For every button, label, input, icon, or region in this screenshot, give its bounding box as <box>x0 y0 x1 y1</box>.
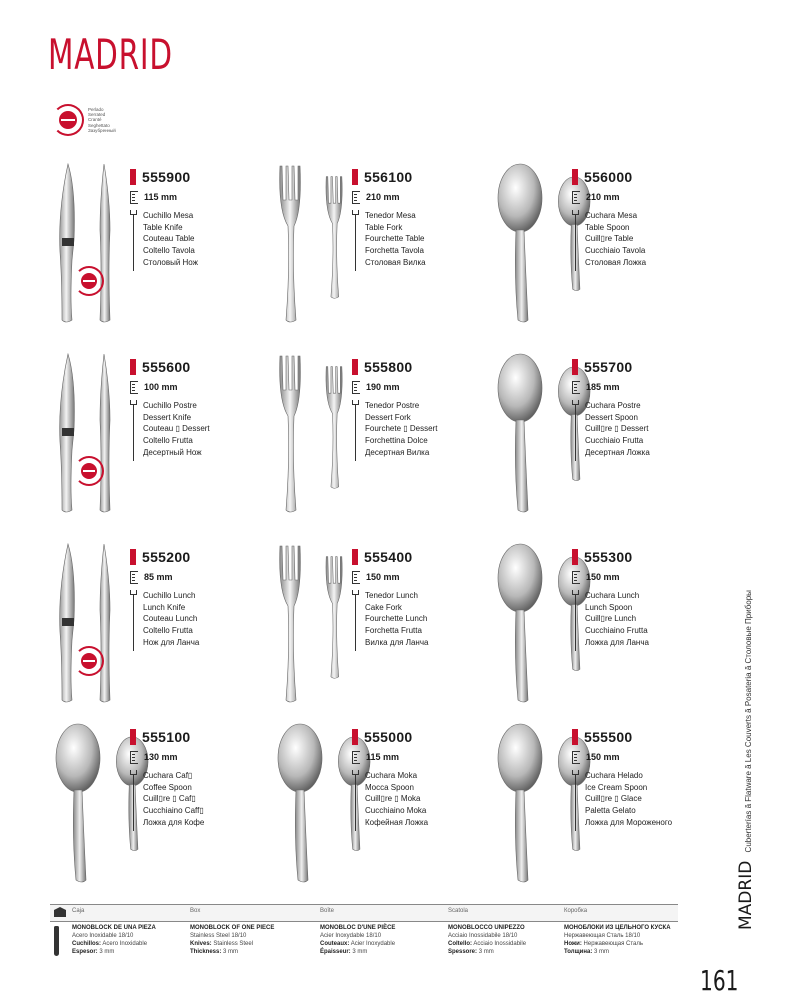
ruler-icon <box>130 751 138 764</box>
fork-icon <box>352 210 359 272</box>
product-name: Forchetta Frutta <box>365 626 422 636</box>
red-marker <box>572 549 578 565</box>
product-size: 190 mm <box>366 382 400 392</box>
product-size: 85 mm <box>144 572 173 582</box>
product-name: Столовая Ложка <box>585 257 647 267</box>
product-size: 100 mm <box>144 382 178 392</box>
product-names <box>365 590 428 652</box>
product-code: 555700 <box>584 359 633 375</box>
product-name: Cuchara Postre <box>585 401 641 410</box>
spec-value: 3 mm <box>594 949 609 955</box>
spoon-large <box>56 724 100 882</box>
product-name: Столовая Вилка <box>365 257 426 267</box>
spec-label: Толщина: <box>564 949 593 955</box>
product-name: Ice Cream Spoon <box>585 782 648 792</box>
footer-languages-bar <box>50 904 678 922</box>
product-name: Cuill▯re ▯ Glace <box>585 794 642 804</box>
product-card-555800 <box>272 350 502 520</box>
spec-heading: MONOBLOCK DE UNA PIEZA <box>72 925 156 931</box>
product-names <box>585 210 646 272</box>
fork-small <box>326 557 342 679</box>
red-marker <box>572 359 578 375</box>
spec-label: Knives: <box>190 941 212 947</box>
product-name: Кофейная Ложка <box>365 817 429 827</box>
product-code: 555300 <box>584 549 633 565</box>
knife-side <box>100 354 110 512</box>
spec-value: Нержавеющая Сталь <box>583 941 644 947</box>
product-info <box>130 358 270 462</box>
ruler-icon <box>130 191 138 204</box>
product-card-555600 <box>50 350 280 520</box>
product-name: Ложка для Ланча <box>585 637 649 647</box>
product-card-556000 <box>492 160 722 330</box>
product-size: 185 mm <box>586 382 620 392</box>
fork-small <box>326 367 342 489</box>
spec-line: Acciaio Inossidabile 18/10 <box>448 933 518 939</box>
product-names <box>143 770 204 832</box>
product-size: 210 mm <box>586 192 620 202</box>
product-card-555100 <box>50 720 280 890</box>
spoon-large <box>498 354 542 512</box>
product-name: Cuill▯re Lunch <box>585 614 637 624</box>
ruler-icon <box>130 571 138 584</box>
product-name: Десертная Ложка <box>585 447 650 457</box>
spec-line: Acier Inoxydable 18/10 <box>320 933 382 939</box>
product-name: Couteau Lunch <box>143 614 198 624</box>
fork-icon <box>130 400 137 462</box>
product-name: Table Spoon <box>585 222 630 232</box>
fork-icon <box>572 210 579 272</box>
spec-heading: MONOBLOC D'UNE PIЀCE <box>320 925 396 931</box>
product-names <box>365 210 426 272</box>
red-marker <box>352 729 358 745</box>
product-card-555900 <box>50 160 280 330</box>
product-name: Forchetta Tavola <box>365 246 424 256</box>
product-name: Tenedor Lunch <box>365 591 418 600</box>
product-card-555500 <box>492 720 722 890</box>
product-size: 130 mm <box>144 752 178 762</box>
spec-label: Thickness: <box>190 949 222 955</box>
red-marker <box>352 549 358 565</box>
product-names <box>143 210 198 272</box>
product-info <box>352 168 492 272</box>
product-name: Mocca Spoon <box>365 782 414 792</box>
product-name: Cuill▯re ▯ Caf▯ <box>143 794 196 804</box>
product-code: 556000 <box>584 169 633 185</box>
spec-value: 3 mm <box>99 949 115 955</box>
product-names <box>365 770 428 832</box>
product-name: Cuchara Caf▯ <box>143 771 193 780</box>
product-code: 555400 <box>364 549 413 565</box>
spec-line: Нержавеющая Сталь 18/10 <box>564 933 641 939</box>
product-name: Lunch Knife <box>143 602 186 612</box>
product-name: Cuill▯re Table <box>585 234 634 244</box>
product-name: Fourchette Table <box>365 234 425 244</box>
product-info <box>130 728 270 832</box>
spec-value: Acero Inoxidable <box>102 941 148 947</box>
fork-large <box>280 546 301 702</box>
product-name: Вилка для Ланча <box>365 637 429 647</box>
fork-small <box>326 177 342 299</box>
product-name: Coltello Tavola <box>143 246 195 256</box>
spoon-large <box>498 544 542 702</box>
knife-front <box>60 164 75 322</box>
product-name: Десертная Вилка <box>365 447 430 457</box>
serrated-legend <box>52 104 116 136</box>
product-info <box>352 728 492 832</box>
product-code: 555100 <box>142 729 191 745</box>
product-name: Ложка для Мороженого <box>585 817 673 827</box>
product-name: Cuchara Moka <box>365 771 418 780</box>
red-marker <box>352 359 358 375</box>
product-name: Cucchiaino Moka <box>365 806 427 816</box>
product-name: Ложка для Кофе <box>143 817 205 827</box>
fork-icon <box>352 400 359 462</box>
spec-heading: MONOBLOCCO UNIPEZZO <box>448 925 525 931</box>
footer-spec-column <box>72 924 192 956</box>
ruler-icon <box>352 381 360 394</box>
page-title: MADRID <box>48 30 173 79</box>
serrated-blade-icon <box>74 266 104 296</box>
ruler-icon <box>572 191 580 204</box>
product-name: Cucchiaio Tavola <box>585 246 646 256</box>
product-size: 115 mm <box>366 752 400 762</box>
product-size: 150 mm <box>586 752 620 762</box>
spec-label: Cuchillos: <box>72 941 102 947</box>
ruler-icon <box>572 751 580 764</box>
fork-icon <box>130 770 137 832</box>
product-name: Coltello Frutta <box>143 436 193 446</box>
fork-icon <box>130 590 137 652</box>
product-size: 150 mm <box>366 572 400 582</box>
product-card-555000 <box>272 720 502 890</box>
product-card-555300 <box>492 540 722 710</box>
product-info <box>130 548 270 652</box>
product-name: Cuchillo Postre <box>143 401 197 410</box>
ruler-icon <box>352 191 360 204</box>
product-name: Десертный Нож <box>143 447 202 457</box>
product-card-555700 <box>492 350 722 520</box>
product-name: Cuchillo Mesa <box>143 211 194 220</box>
product-name: Lunch Spoon <box>585 602 633 612</box>
product-info <box>130 168 270 272</box>
product-name: Cake Fork <box>365 602 402 612</box>
product-size: 115 mm <box>144 192 178 202</box>
product-name: Столовый Нож <box>143 257 199 267</box>
ruler-icon <box>352 571 360 584</box>
serrated-blade-icon <box>52 104 84 136</box>
product-name: Table Knife <box>143 222 183 232</box>
product-name: Tenedor Mesa <box>365 211 416 220</box>
serrated-blade-icon <box>74 646 104 676</box>
product-info <box>572 548 712 652</box>
product-card-555400 <box>272 540 502 710</box>
spoon-large <box>498 164 542 322</box>
product-name: Cucchiaino Frutta <box>585 626 648 636</box>
fork-icon <box>130 210 137 272</box>
fork-icon <box>572 590 579 652</box>
product-name: Cucchiaino Caff▯ <box>143 806 204 816</box>
page-number: 161 <box>700 964 739 997</box>
product-info <box>572 358 712 462</box>
red-marker <box>130 169 136 185</box>
product-name: Couteau Table <box>143 234 195 244</box>
red-marker <box>352 169 358 185</box>
ruler-icon <box>352 751 360 764</box>
product-code: 555900 <box>142 169 191 185</box>
product-name: Cuchara Mesa <box>585 211 638 220</box>
product-name: Dessert Spoon <box>585 412 638 422</box>
product-name: Cuill▯re ▯ Moka <box>365 794 421 804</box>
spec-value: Acier Inoxydable <box>350 941 396 947</box>
spec-value: Stainless Steel <box>213 941 254 947</box>
spec-value: Acciaio Inossidabile <box>473 941 527 947</box>
spec-label: Épaisseur: <box>320 949 351 955</box>
spec-label: Spessore: <box>448 949 478 955</box>
product-info <box>352 358 492 462</box>
footer-spec-column <box>190 924 310 956</box>
fork-icon <box>352 770 359 832</box>
product-names <box>585 400 650 462</box>
serrated-blade-icon <box>74 456 104 486</box>
spec-heading: MONOBLOCK OF ONE PIECE <box>190 925 275 931</box>
footer-specs <box>50 904 678 966</box>
lang-label: Caja <box>72 908 85 914</box>
product-info <box>572 728 712 832</box>
product-size: 210 mm <box>366 192 400 202</box>
lang-label: Box <box>190 908 201 914</box>
fork-icon <box>352 590 359 652</box>
lang-label: Коробка <box>564 908 588 914</box>
knife-front <box>60 354 75 512</box>
red-marker <box>572 169 578 185</box>
product-code: 555500 <box>584 729 633 745</box>
spec-value: 3 mm <box>352 949 368 955</box>
red-marker <box>130 549 136 565</box>
fork-large <box>280 356 301 512</box>
product-name: Нож для Ланча <box>143 637 200 647</box>
spec-line: Acero Inoxidable 18/10 <box>72 933 134 939</box>
fork-icon <box>572 400 579 462</box>
side-label: MADRID Cuberterías ă Flatware ă Les Couverts ă Posateria ă Столовые Приборы <box>736 590 756 930</box>
product-card-555200 <box>50 540 280 710</box>
box-icon <box>54 907 66 917</box>
ruler-icon <box>572 381 580 394</box>
product-name: Cuill▯re ▯ Dessert <box>585 424 649 434</box>
knife-side <box>100 164 110 322</box>
product-name: Fourchete ▯ Dessert <box>365 424 438 434</box>
product-code: 555600 <box>142 359 191 375</box>
product-name: Forchettina Dolce <box>365 436 428 446</box>
lang-label: Scatola <box>448 908 469 914</box>
spec-label: Ножи: <box>564 941 582 947</box>
product-name: Coffee Spoon <box>143 782 192 792</box>
lang-label: Boîte <box>320 908 335 914</box>
red-marker <box>130 359 136 375</box>
footer-spec-column <box>320 924 440 956</box>
red-marker <box>572 729 578 745</box>
footer-spec-column <box>448 924 568 956</box>
product-names <box>585 590 649 652</box>
product-names <box>143 590 199 652</box>
serrated-legend-text: Perlado Serrated Cranté Seghettato Зазубренный <box>88 106 116 133</box>
knife-front <box>60 544 75 702</box>
product-name: Tenedor Postre <box>365 401 420 410</box>
product-name: Fourchette Lunch <box>365 614 428 624</box>
spec-line: Stainless Steel 18/10 <box>190 933 247 939</box>
fork-icon <box>572 770 579 832</box>
spoon-large <box>278 724 322 882</box>
spec-value: 3 mm <box>478 949 494 955</box>
product-code: 556100 <box>364 169 413 185</box>
product-card-556100 <box>272 160 502 330</box>
product-name: Cuchara Helado <box>585 771 643 780</box>
product-name: Cuchillo Lunch <box>143 591 196 600</box>
product-name: Cucchiaio Frutta <box>585 436 644 446</box>
product-names <box>365 400 437 462</box>
spec-value: 3 mm <box>223 949 239 955</box>
product-info <box>352 548 492 652</box>
product-name: Table Fork <box>365 222 403 232</box>
product-names <box>585 770 672 832</box>
product-size: 150 mm <box>586 572 620 582</box>
spoon-large <box>498 724 542 882</box>
product-name: Paletta Gelato <box>585 806 636 816</box>
spec-label: Coltello: <box>448 941 472 947</box>
ruler-icon <box>572 571 580 584</box>
product-info <box>572 168 712 272</box>
knife-side <box>100 544 110 702</box>
product-name: Cuchara Lunch <box>585 591 640 600</box>
product-names <box>143 400 210 462</box>
product-name: Dessert Knife <box>143 412 192 422</box>
spec-heading: МОНОБЛОКИ ИЗ ЦЕЛЬНОГО КУСКА <box>564 925 671 931</box>
product-code: 555000 <box>364 729 413 745</box>
ruler-icon <box>130 381 138 394</box>
knife-thickness-icon <box>54 926 59 956</box>
spec-label: Couteaux: <box>320 941 350 947</box>
red-marker <box>130 729 136 745</box>
product-name: Dessert Fork <box>365 412 411 422</box>
spec-label: Espesor: <box>72 949 98 955</box>
footer-spec-column <box>564 924 684 956</box>
product-name: Couteau ▯ Dessert <box>143 424 210 434</box>
product-name: Coltello Frutta <box>143 626 193 636</box>
fork-large <box>280 166 301 322</box>
product-code: 555200 <box>142 549 191 565</box>
product-code: 555800 <box>364 359 413 375</box>
